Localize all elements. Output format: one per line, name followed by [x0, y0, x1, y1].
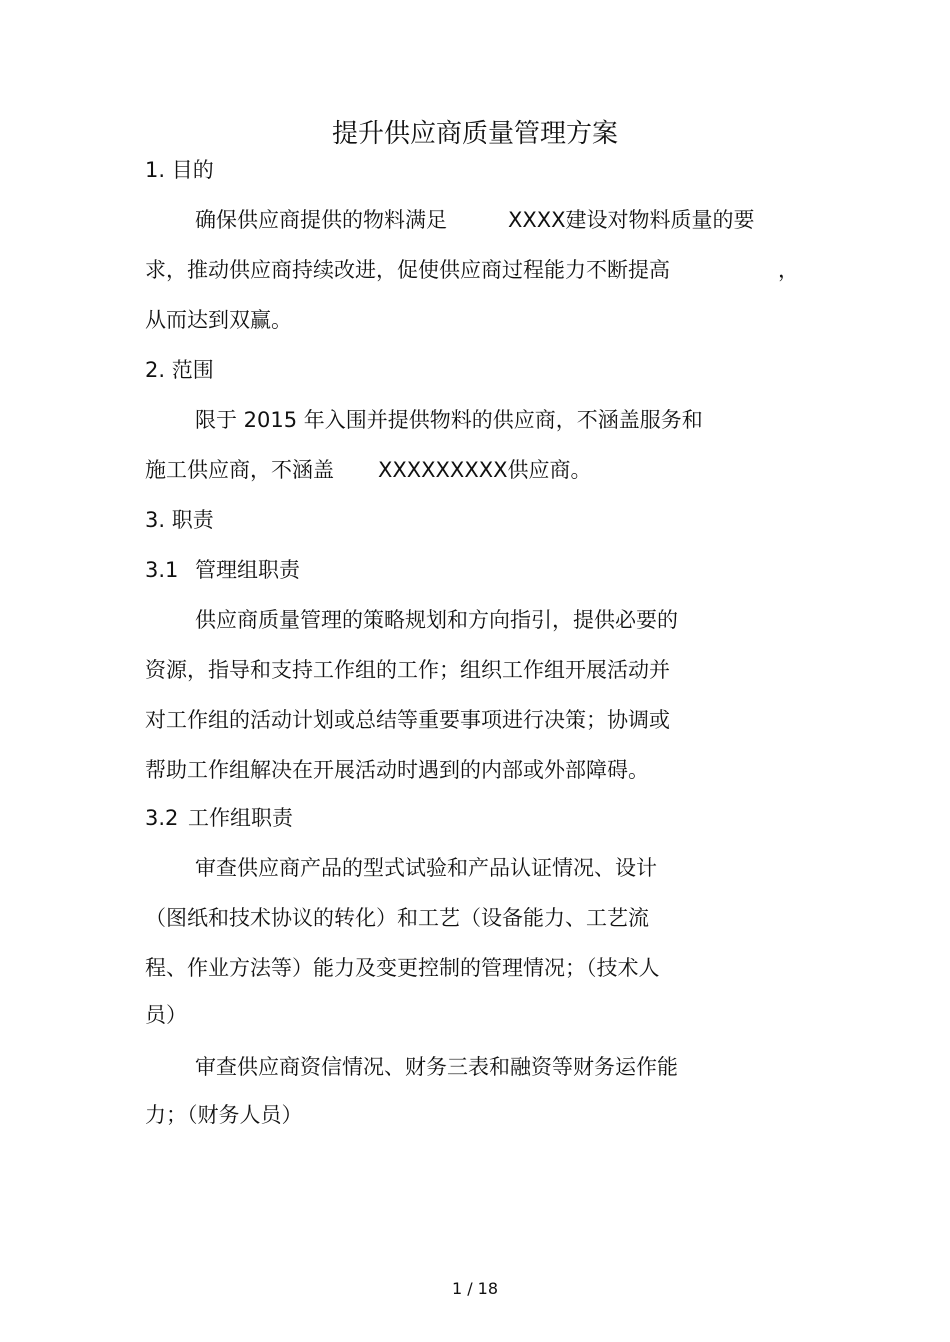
heading-responsibilities: 3. 职责	[145, 508, 214, 532]
paragraph-line: 审查供应商产品的型式试验和产品认证情况、设计	[195, 856, 657, 880]
subheading-number: 3.1	[145, 558, 179, 582]
subheading-number: 3.2	[145, 806, 179, 830]
paragraph-line: 求，推动供应商持续改进，促使供应商过程能力不断提高	[145, 258, 670, 282]
subheading-work-group: 工作组职责	[188, 806, 293, 830]
paragraph-line: （图纸和技术协议的转化）和工艺（设备能力、工艺流	[145, 906, 649, 930]
heading-scope: 2. 范围	[145, 358, 214, 382]
paragraph-line: 力；（财务人员）	[145, 1103, 303, 1127]
paragraph-line: XXXXXXXXX供应商。	[378, 458, 592, 482]
heading-purpose: 1. 目的	[145, 158, 214, 182]
paragraph-line: ，	[778, 258, 799, 282]
paragraph-line: 施工供应商，不涵盖	[145, 458, 334, 482]
paragraph-line: 供应商质量管理的策略规划和方向指引，提供必要的	[195, 608, 678, 632]
paragraph-line: 资源，指导和支持工作组的工作；组织工作组开展活动并	[145, 658, 670, 682]
paragraph-line: 从而达到双赢。	[145, 308, 292, 332]
paragraph-line: 对工作组的活动计划或总结等重要事项进行决策；协调或	[145, 708, 670, 732]
paragraph-line: 确保供应商提供的物料满足	[195, 208, 447, 232]
paragraph-line: 程、作业方法等）能力及变更控制的管理情况；（技术人	[145, 956, 660, 980]
page-number: 1 / 18	[451, 1279, 499, 1298]
paragraph-line: 帮助工作组解决在开展活动时遇到的内部或外部障碍。	[145, 758, 649, 782]
paragraph-line: 审查供应商资信情况、财务三表和融资等财务运作能	[195, 1055, 678, 1079]
subheading-management-group: 管理组职责	[195, 558, 300, 582]
paragraph-line: XXXX建设对物料质量的要	[508, 208, 755, 232]
document-title: 提升供应商质量管理方案	[331, 119, 618, 149]
paragraph-line: 限于 2015 年入围并提供物料的供应商，不涵盖服务和	[195, 408, 703, 432]
paragraph-line: 员）	[145, 1003, 187, 1027]
